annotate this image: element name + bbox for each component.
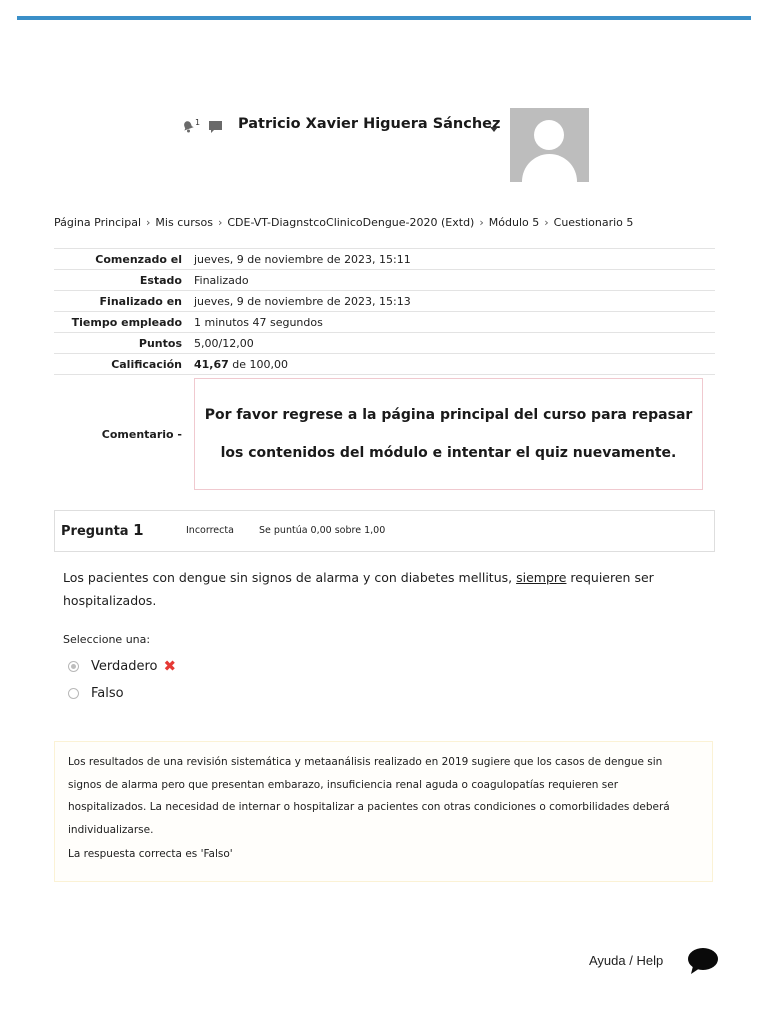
underlined-word: siempre [516, 570, 567, 585]
grade-score: 41,67 [194, 357, 229, 371]
breadcrumb-quiz[interactable]: Cuestionario 5 [553, 216, 634, 229]
help-label[interactable]: Ayuda / Help [589, 953, 664, 968]
breadcrumb-home[interactable]: Página Principal [54, 216, 142, 229]
summary-row-state [54, 270, 715, 291]
question-state: Incorrecta [186, 525, 234, 536]
breadcrumb-course[interactable]: CDE-VT-DiagnstcoClinicoDengue-2020 (Extd) [227, 216, 475, 229]
overall-feedback [194, 378, 703, 490]
feedback-line: Por favor regrese a la página principal del curso para repasar [204, 407, 693, 423]
summary-row-finished [54, 291, 715, 312]
summary-row-comment [54, 375, 715, 494]
feedback-line: los contenidos del módulo e intentar el quiz nuevamente. [220, 445, 677, 461]
chevron-right-icon: › [217, 216, 223, 229]
summary-value [188, 375, 715, 494]
question-text: Los pacientes con dengue sin signos de alarma y con diabetes mellitus, siempre requieren ser hospitalizados. [63, 570, 654, 608]
breadcrumb [54, 216, 633, 229]
question-grade: Se puntúa 0,00 sobre 1,00 [259, 525, 386, 536]
chevron-down-icon[interactable] [490, 127, 498, 132]
summary-value [188, 354, 715, 375]
chevron-right-icon: › [146, 216, 151, 229]
summary-label: Finalizado en [99, 294, 182, 308]
option-label: Falso [91, 686, 124, 701]
avatar[interactable] [510, 108, 589, 182]
chevron-right-icon: › [479, 216, 484, 229]
summary-row-started [54, 249, 715, 270]
breadcrumb-my-courses[interactable]: Mis cursos [155, 216, 213, 229]
attempt-summary-table [54, 248, 715, 493]
summary-label: Puntos [138, 336, 182, 350]
bell-icon[interactable] [180, 118, 196, 134]
summary-row-time [54, 312, 715, 333]
summary-label: Comentario - [101, 427, 182, 441]
radio-button[interactable] [68, 688, 79, 699]
summary-label: Estado [139, 273, 182, 287]
grade-suffix: de 100,00 [228, 357, 289, 371]
chevron-right-icon: › [544, 216, 549, 229]
answer-option-verdadero[interactable] [68, 657, 176, 675]
summary-value: 1 minutos 47 segundos [194, 315, 323, 329]
radio-button[interactable] [68, 661, 79, 672]
top-accent-bar [17, 16, 751, 20]
summary-value: jueves, 9 de noviembre de 2023, 15:11 [194, 252, 411, 266]
summary-value: Finalizado [194, 273, 249, 287]
summary-row-grade [54, 354, 715, 375]
user-name[interactable]: Patricio Xavier Higuera Sánchez [238, 116, 501, 132]
x-mark-icon: ✖ [163, 657, 177, 675]
right-answer: La respuesta correcta es 'Falso' [68, 848, 233, 860]
summary-value: jueves, 9 de noviembre de 2023, 15:13 [194, 294, 411, 308]
question-outcome [54, 741, 713, 882]
answer-option-falso[interactable] [68, 686, 124, 701]
breadcrumb-module[interactable]: Módulo 5 [488, 216, 540, 229]
answer-prompt: Seleccione una: [63, 633, 151, 646]
question-info [54, 510, 715, 552]
general-feedback: Los resultados de una revisión sistemática y metaanálisis realizado en 2019 sugiere que los casos de dengue sin signos de alarma pero que presentan embarazo, insuficiencia renal aguda o coagulopatías requieren ser hospitalizados. La necesidad de internar o hospitalizar a pacientes con otras condiciones o comorbilidades deberá individualizarse. [68, 756, 670, 836]
summary-label: Comenzado el [95, 252, 182, 266]
help-chat-icon[interactable] [687, 946, 719, 976]
summary-label: Calificación [111, 357, 182, 371]
summary-row-marks [54, 333, 715, 354]
summary-label: Tiempo empleado [71, 315, 182, 329]
chat-icon[interactable] [208, 120, 223, 134]
notification-count: 1 [195, 118, 201, 127]
question-number: Pregunta 1 [61, 521, 144, 539]
option-label: Verdadero [91, 658, 158, 674]
summary-value: 5,00/12,00 [194, 336, 254, 350]
